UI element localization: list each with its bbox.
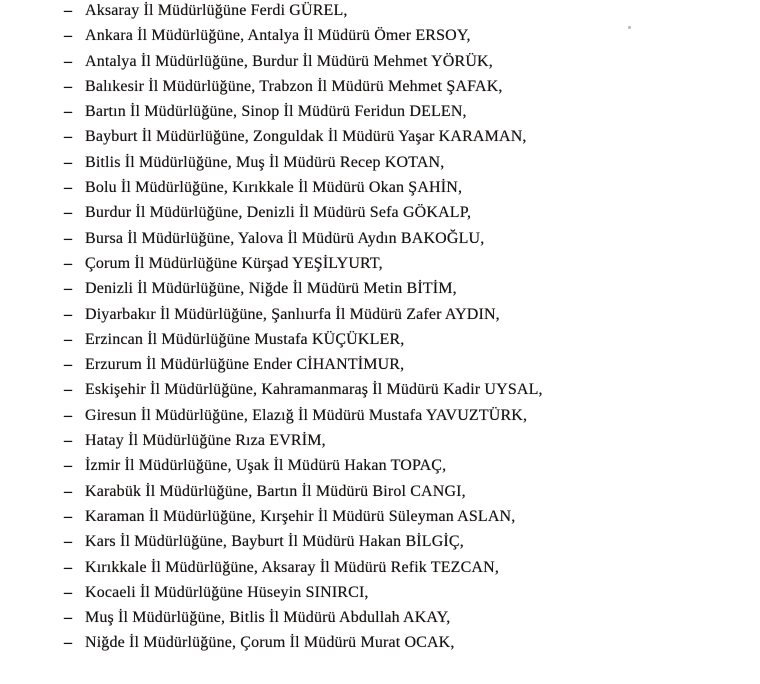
list-item <box>0 407 760 432</box>
list-item <box>0 27 760 52</box>
appointment-text: Diyarbakır İl Müdürlüğüne, Şanlıurfa İl Müdürü Zafer AYDIN, <box>85 305 500 323</box>
dash-bullet: – <box>64 356 73 374</box>
appointment-text: Denizli İl Müdürlüğüne, Niğde İl Müdürü Metin BİTİM, <box>85 280 457 298</box>
appointment-text: Kars İl Müdürlüğüne, Bayburt İl Müdürü Hakan BİLGİÇ, <box>85 533 464 551</box>
list-item <box>0 128 760 153</box>
dash-bullet: – <box>64 77 73 95</box>
list-item <box>0 609 760 634</box>
appointment-text: Giresun İl Müdürlüğüne, Elazığ İl Müdürü Mustafa YAVUZTÜRK, <box>85 406 528 424</box>
list-item <box>0 457 760 482</box>
list-item <box>0 53 760 78</box>
list-item <box>0 432 760 457</box>
dash-bullet: – <box>64 153 73 171</box>
dash-bullet: – <box>64 381 73 399</box>
dash-bullet: – <box>64 406 73 424</box>
dash-bullet: – <box>64 507 73 525</box>
dash-bullet: – <box>64 179 73 197</box>
dash-bullet: – <box>64 558 73 576</box>
dash-bullet: – <box>64 229 73 247</box>
dash-bullet: – <box>64 330 73 348</box>
appointment-text: Bolu İl Müdürlüğüne, Kırıkkale İl Müdürü Okan ŞAHİN, <box>85 179 463 197</box>
appointment-text: Karabük İl Müdürlüğüne, Bartın İl Müdürü Birol CANGI, <box>85 482 466 500</box>
appointment-text: Muş İl Müdürlüğüne, Bitlis İl Müdürü Abdullah AKAY, <box>85 609 451 627</box>
dash-bullet: – <box>64 280 73 298</box>
dash-bullet: – <box>64 52 73 70</box>
appointment-text: Ankara İl Müdürlüğüne, Antalya İl Müdürü Ömer ERSOY, <box>85 27 471 45</box>
appointment-text: Bartın İl Müdürlüğüne, Sinop İl Müdürü Feridun DELEN, <box>85 103 467 121</box>
dash-bullet: – <box>64 254 73 272</box>
list-item <box>0 483 760 508</box>
dash-bullet: – <box>64 128 73 146</box>
list-item <box>0 306 760 331</box>
dash-bullet: – <box>64 482 73 500</box>
appointment-text: Niğde İl Müdürlüğüne, Çorum İl Müdürü Murat OCAK, <box>85 634 455 652</box>
list-item <box>0 331 760 356</box>
list-item <box>0 508 760 533</box>
list-item <box>0 533 760 558</box>
appointment-text: Aksaray İl Müdürlüğüne Ferdi GÜREL, <box>85 2 348 19</box>
list-item <box>0 2 760 27</box>
appointment-text: Çorum İl Müdürlüğüne Kürşad YEŞİLYURT, <box>85 254 383 272</box>
list-item <box>0 154 760 179</box>
dash-bullet: – <box>64 204 73 222</box>
list-item <box>0 204 760 229</box>
appointment-text: Burdur İl Müdürlüğüne, Denizli İl Müdürü Sefa GÖKALP, <box>85 204 472 222</box>
appointment-text: Erzincan İl Müdürlüğüne Mustafa KÜÇÜKLER, <box>85 330 405 348</box>
list-item <box>0 103 760 128</box>
list-item <box>0 280 760 305</box>
appointment-text: İzmir İl Müdürlüğüne, Uşak İl Müdürü Hakan TOPAÇ, <box>85 457 447 475</box>
list-item <box>0 634 760 659</box>
dash-bullet: – <box>64 457 73 475</box>
list-item <box>0 255 760 280</box>
list-item <box>0 78 760 103</box>
appointment-text: Bayburt İl Müdürlüğüne, Zonguldak İl Müdürü Yaşar KARAMAN, <box>85 128 527 146</box>
list-item <box>0 230 760 255</box>
list-item <box>0 559 760 584</box>
dash-bullet: – <box>64 634 73 652</box>
dash-bullet: – <box>64 533 73 551</box>
appointment-text: Kırıkkale İl Müdürlüğüne, Aksaray İl Müdürü Refik TEZCAN, <box>85 558 499 576</box>
dash-bullet: – <box>64 305 73 323</box>
appointment-text: Antalya İl Müdürlüğüne, Burdur İl Müdürü Mehmet YÖRÜK, <box>85 52 493 70</box>
list-item <box>0 179 760 204</box>
appointment-text: Kocaeli İl Müdürlüğüne Hüseyin SINIRCI, <box>85 583 369 601</box>
dash-bullet: – <box>64 583 73 601</box>
dash-bullet: – <box>64 432 73 450</box>
appointment-text: Bitlis İl Müdürlüğüne, Muş İl Müdürü Recep KOTAN, <box>85 153 445 171</box>
appointment-text: Bursa İl Müdürlüğüne, Yalova İl Müdürü Aydın BAKOĞLU, <box>85 229 485 247</box>
appointment-text: Karaman İl Müdürlüğüne, Kırşehir İl Müdürü Süleyman ASLAN, <box>85 507 516 525</box>
dash-bullet: – <box>64 27 73 45</box>
dash-bullet: – <box>64 103 73 121</box>
dash-bullet: – <box>64 609 73 627</box>
appointment-text: Eskişehir İl Müdürlüğüne, Kahramanmaraş İl Müdürü Kadir UYSAL, <box>85 381 543 399</box>
appointment-text: Balıkesir İl Müdürlüğüne, Trabzon İl Müdürü Mehmet ŞAFAK, <box>85 77 503 95</box>
dash-bullet: – <box>64 2 73 19</box>
appointment-text: Erzurum İl Müdürlüğüne Ender CİHANTİMUR, <box>85 356 405 374</box>
list-item <box>0 381 760 406</box>
appointment-text: Hatay İl Müdürlüğüne Rıza EVRİM, <box>85 432 326 450</box>
appointment-list <box>0 2 760 660</box>
list-item <box>0 356 760 381</box>
list-item <box>0 584 760 609</box>
